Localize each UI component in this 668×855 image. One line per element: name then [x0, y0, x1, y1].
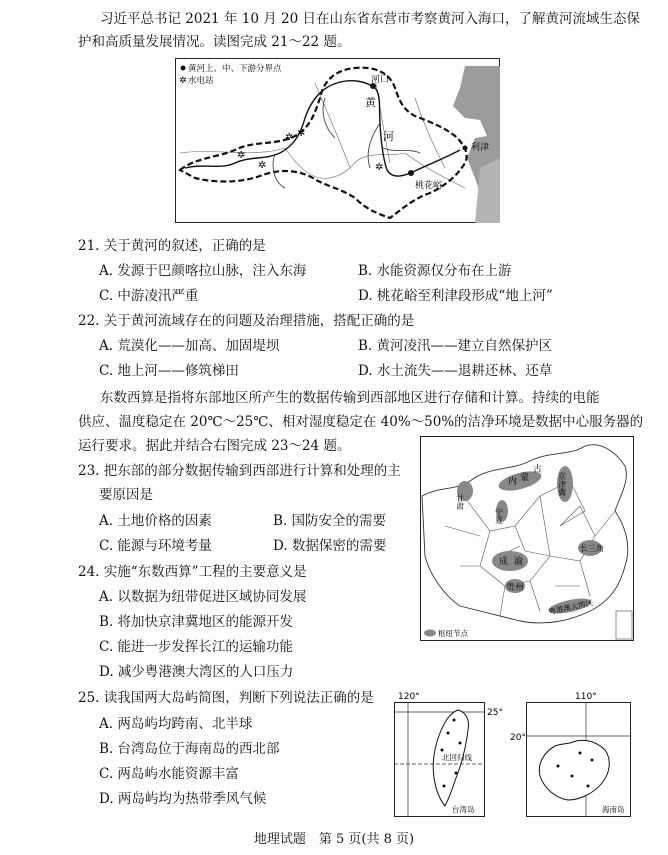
q24-stem: 24. 实施“东数西算”工程的主要意义是: [78, 564, 307, 580]
q25-option-d[interactable]: D. 两岛屿均为热带季风气候: [99, 791, 267, 807]
intro2-line3: 运行要求。据此并结合右图完成 23～24 题。: [78, 438, 351, 454]
q22-option-a[interactable]: A. 荒漠化——加高、加固堤坝: [99, 338, 280, 354]
legend-boundary-label: 黄河上、中、下游分界点: [188, 64, 282, 74]
lijin-point: [463, 146, 468, 151]
label-hekou: 河口: [371, 75, 390, 85]
q21-option-a[interactable]: A. 发源于巴颜喀拉山脉，注入东海: [99, 263, 307, 279]
q21-option-c[interactable]: C. 中游凌汛严重: [99, 288, 199, 304]
label-sanjiao: 长三角: [580, 544, 604, 553]
hydropower-station-icon: ✲: [297, 128, 306, 139]
label-lon-120: 120°: [398, 692, 420, 702]
label-guizhou: 贵州: [506, 583, 525, 593]
label-lijin: 利津: [471, 143, 490, 153]
legend-node-label: 枢纽节点: [438, 629, 468, 638]
q24-option-d[interactable]: D. 减少粤港澳大湾区的人口压力: [99, 664, 294, 680]
q23-option-b[interactable]: B. 国防安全的需要: [273, 513, 387, 529]
east-data-west-compute-map: [420, 436, 634, 641]
q23-option-d[interactable]: D. 数据保密的需要: [273, 538, 387, 554]
q23-option-c[interactable]: C. 能源与环境考量: [99, 538, 212, 554]
hydropower-station-icon: ✲: [285, 132, 294, 143]
q24-option-a[interactable]: A. 以数据为纽带促进区域协同发展: [99, 589, 307, 605]
label-neimenggu-2: 蒙: [520, 473, 530, 483]
q23-stem-line2: 要原因是: [99, 487, 153, 503]
q24-option-b[interactable]: B. 将加快京津冀地区的能源开发: [99, 614, 294, 630]
hydropower-station-icon: ✲: [375, 162, 384, 173]
intro1-line2: 护和高质量发展情况。读图完成 21～22 题。: [78, 34, 351, 50]
q22-option-c[interactable]: C. 地上河——修筑梯田: [99, 363, 239, 379]
q21-option-b[interactable]: B. 水能资源仅分布在上游: [358, 263, 512, 279]
label-ningxia: 宁夏: [494, 508, 504, 524]
node-legend-icon: [424, 630, 436, 637]
label-neimenggu-3: 古: [533, 465, 543, 475]
label-yuegangao: 粤港澳大湾区: [547, 598, 594, 617]
q25-option-c[interactable]: C. 两岛屿水能资源丰富: [99, 766, 239, 782]
q24-option-c[interactable]: C. 能进一步发挥长江的运输功能: [99, 639, 293, 655]
q22-stem: 22. 关于黄河流域存在的问题及治理措施，搭配正确的是: [78, 313, 415, 329]
label-huang: 黄: [365, 96, 376, 109]
label-taohuayu: 桃花峪: [415, 181, 443, 191]
label-taiwan: 台湾岛: [452, 805, 475, 814]
label-chengyu: 成渝: [499, 557, 530, 567]
page-footer: 地理试题 第 5 页(共 8 页): [253, 832, 415, 847]
label-tropic: 北回归线: [442, 753, 472, 762]
label-neimenggu-1: 内: [508, 477, 518, 487]
label-he: 河: [383, 130, 394, 143]
boundary-point-legend-icon: [181, 66, 186, 71]
legend-station-label: 水电站: [188, 76, 214, 86]
label-gansu: 甘肃: [455, 494, 465, 510]
yellow-river-map: [175, 58, 500, 223]
q22-option-d[interactable]: D. 水土流失——退耕还林、还草: [358, 363, 553, 379]
hydropower-station-icon: ✲: [237, 150, 246, 161]
hydropower-station-icon: ✲: [258, 160, 267, 171]
label-lat-25: 25°: [487, 708, 503, 718]
intro2-line1: 东数西算是指将东部地区所产生的数据传输到西部地区进行存储和计算。持续的电能: [100, 390, 600, 406]
label-jingjinji: 京津冀: [557, 472, 567, 496]
q25-option-b[interactable]: B. 台湾岛位于海南岛的西北部: [99, 741, 280, 757]
q23-stem-line1: 23. 把东部的部分数据传输到西部进行计算和处理的主: [78, 463, 401, 479]
q23-option-a[interactable]: A. 土地价格的因素: [99, 513, 212, 529]
taiwan-island-map: [390, 688, 503, 820]
south-sea-inset: [616, 611, 632, 639]
label-hainan: 海南岛: [602, 805, 625, 814]
intro1-line1: 习近平总书记 2021 年 10 月 20 日在山东省东营市考察黄河入海口，了解黄河流域生态保: [100, 11, 640, 27]
hydropower-legend-icon: ✲: [179, 76, 187, 86]
label-lat-20: 20°: [510, 733, 526, 743]
taohuayu-point: [408, 170, 414, 176]
intro2-line2: 供应、温度稳定在 20℃～25℃、相对湿度稳定在 40%～50%的洁净环境是数据中心服务器的: [78, 414, 644, 430]
q21-option-d[interactable]: D. 桃花峪至利津段形成“地上河”: [358, 288, 553, 304]
q21-stem: 21. 关于黄河的叙述，正确的是: [78, 238, 266, 254]
hainan-island-map: [510, 688, 635, 820]
label-lon-110: 110°: [575, 692, 597, 702]
q25-option-a[interactable]: A. 两岛屿均跨南、北半球: [99, 716, 253, 732]
q22-option-b[interactable]: B. 黄河凌汛——建立自然保护区: [358, 338, 553, 354]
q25-stem: 25. 读我国两大岛屿简图，判断下列说法正确的是: [78, 690, 374, 706]
